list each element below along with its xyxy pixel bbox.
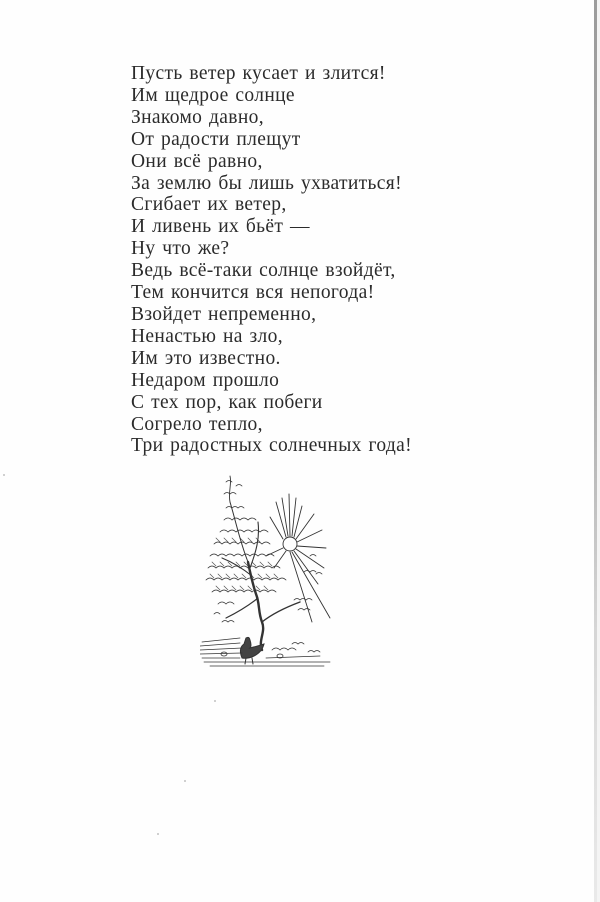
poem-line: За землю бы лишь ухватиться! [131, 172, 402, 194]
poem-line: Согрело тепло, [131, 413, 263, 435]
poem-line: Им это известно. [131, 347, 281, 369]
poem-line: Три радостных солнечных года! [131, 435, 413, 457]
scan-speck [184, 780, 186, 782]
poem-line: Недаром прошло [131, 369, 280, 391]
poem-line: От радости плещут [131, 128, 301, 150]
poem-line: Сгибает их ветер, [131, 194, 287, 216]
scan-speck [3, 474, 5, 476]
tree-sun-vignette [200, 472, 350, 672]
poem-line: С тех пор, как побеги [131, 391, 323, 413]
poem-line: И ливень их бьёт — [131, 216, 310, 238]
poem-line: Они всё равно, [131, 150, 263, 172]
poem-line: Пусть ветер кусает и злится! [131, 63, 386, 84]
poem-line: Им щедрое солнце [131, 84, 295, 106]
poem-line: Тем кончится вся непогода! [131, 282, 375, 304]
poem-text [131, 63, 451, 457]
poem-line: Взойдет непременно, [131, 303, 317, 325]
scan-speck [157, 833, 159, 835]
poem-line: Ненастью на зло, [131, 325, 283, 347]
poem-line: Ну что же? [131, 238, 230, 260]
scan-speck [214, 700, 216, 702]
poem-line: Ведь всё-таки солнце взойдёт, [131, 260, 396, 282]
poem-line: Знакомо давно, [131, 106, 264, 128]
tree-icon [206, 476, 322, 650]
ground-hatching [200, 638, 330, 666]
